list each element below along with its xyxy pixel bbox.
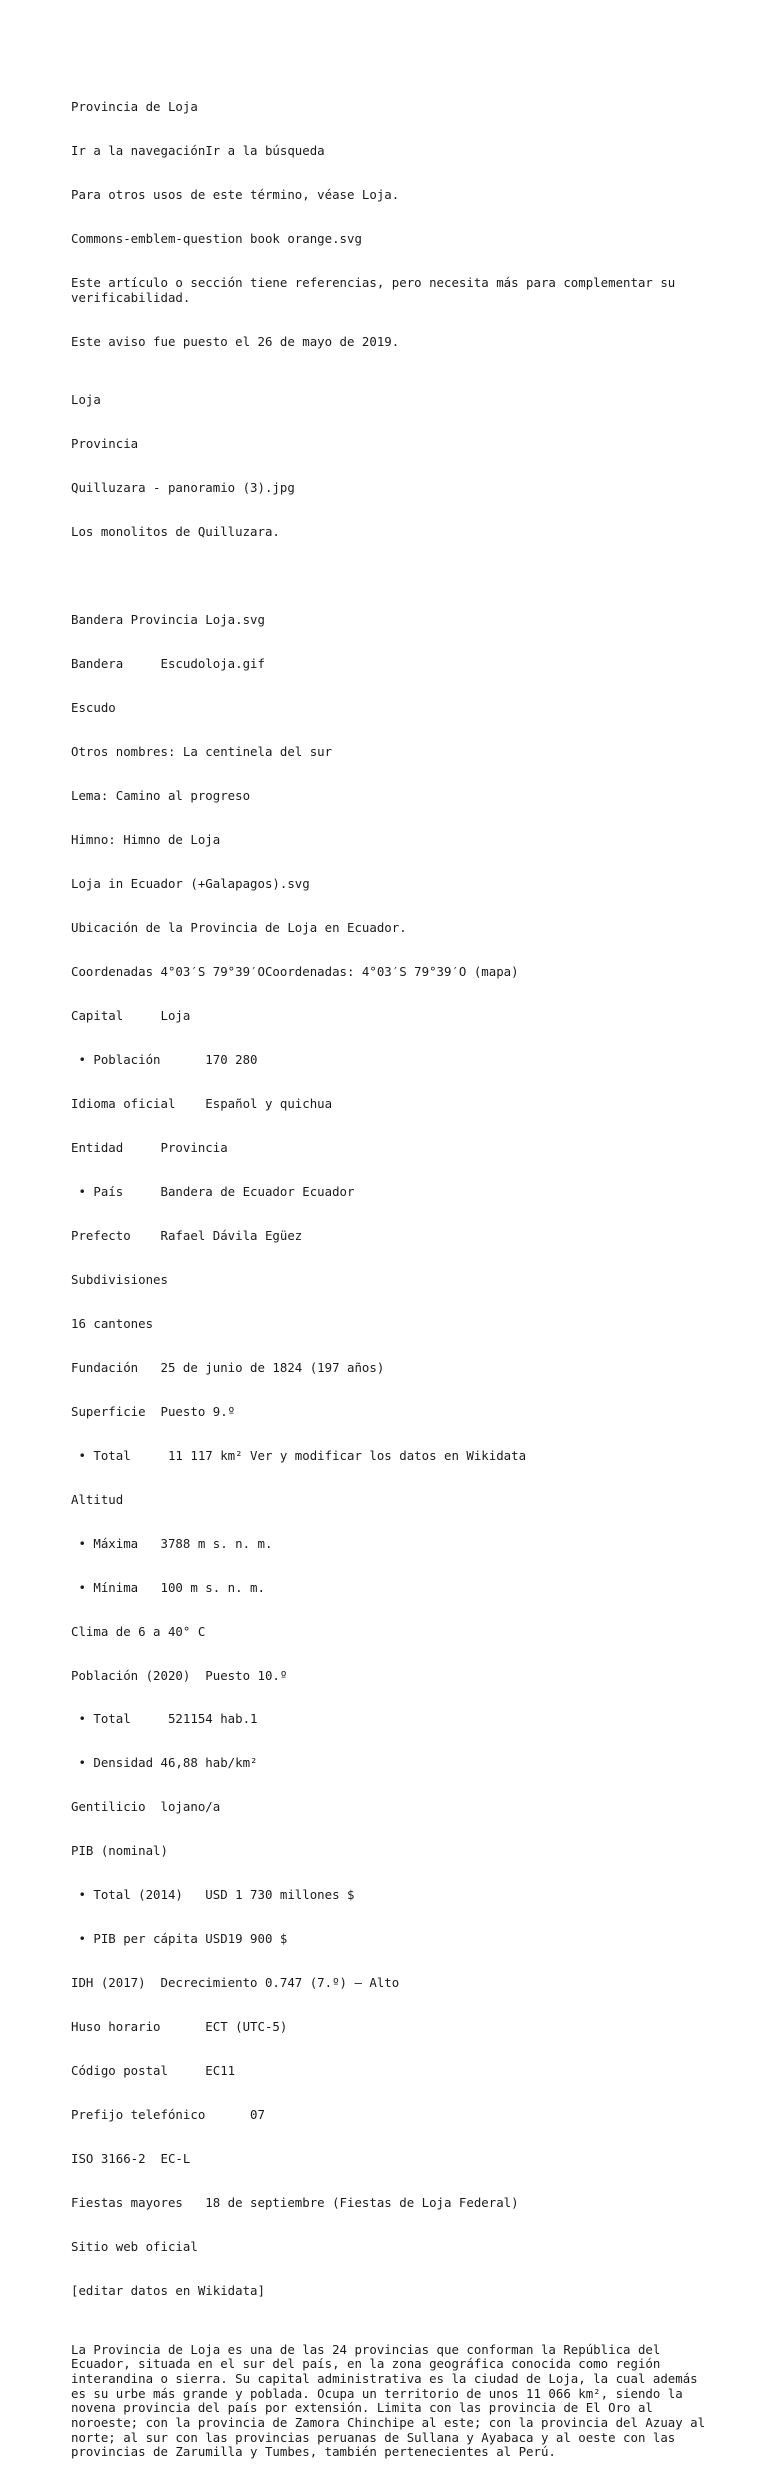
founding-row: Fundación 25 de junio de 1824 (197 años) [71, 1359, 385, 1375]
spacer [71, 569, 711, 584]
infobox-type: Provincia [71, 436, 139, 452]
area-rank-row: Superficie Puesto 9.º [71, 1403, 236, 1419]
area-total-row: • Total 11 117 km² Ver y modificar los datos en Wikidata [71, 1447, 527, 1463]
gdp-label: PIB (nominal) [71, 1843, 168, 1859]
population-density-row: • Densidad 46,88 hab/km² [71, 1755, 258, 1771]
skip-links[interactable]: Ir a la navegaciónIr a la búsqueda [71, 143, 325, 159]
intro-paragraph: La Provincia de Loja es una de las 24 provincias que conforman la República del Ecuador, situada en el sur del país, en la zona geográfica conocida como región interandina o sierra. Su capital administrativa es la ciudad de Loja, la cual además es su urbe más grande y poblada. Ocupa un territorio de unos 11 066 km², siendo la novena provincia del país por extensión. Limita con las provincia de El Oro al noroeste; con la provincia de Zamora Chinchipe al este; con la provincia del Azuay al norte; al sur con las provincias peruanas de Sullana y Ayabaca y al oeste con las provincias de Zarumilla y Tumbes, también pertenecientes al Perú. [71, 2341, 706, 2460]
climate-row: Clima de 6 a 40° C [71, 1623, 206, 1639]
entity-row: Entidad Provincia [71, 1139, 228, 1155]
population-rank-row: Población (2020) Puesto 10.º [71, 1667, 288, 1683]
altitude-label: Altitud [71, 1491, 124, 1507]
article-document [71, 71, 711, 2475]
anthem[interactable]: Himno: Himno de Loja [71, 832, 221, 848]
altitude-max-row: • Máxima 3788 m s. n. m. [71, 1535, 273, 1551]
shield-label: Escudo [71, 700, 116, 716]
altitude-min-row: • Mínima 100 m s. n. m. [71, 1579, 265, 1595]
infobox-image-caption: Los monolitos de Quilluzara. [71, 524, 280, 540]
postal-code-row: Código postal EC11 [71, 2063, 236, 2079]
other-names: Otros nombres: La centinela del sur [71, 744, 333, 760]
infobox-name: Loja [71, 392, 101, 408]
references-notice: Este artículo o sección tiene referencias, pero necesita más para complementar su verificabilidad. [71, 275, 683, 305]
capital-population-row: • Población 170 280 [71, 1051, 258, 1067]
gdp-total-row: • Total (2014) USD 1 730 millones $ [71, 1887, 355, 1903]
page-title: Provincia de Loja [71, 99, 198, 115]
phone-prefix-row: Prefijo telefónico 07 [71, 2107, 265, 2123]
location-map-caption: Ubicación de la Provincia de Loja en Ecuador. [71, 920, 407, 936]
hdi-row: IDH (2017) Decrecimiento 0.747 (7.º) – Alto [71, 1975, 400, 1991]
question-book-icon: Commons-emblem-question book orange.svg [71, 231, 362, 247]
population-total-row: • Total 521154 hab.1 [71, 1711, 258, 1727]
edit-wikidata-link[interactable]: [editar datos en Wikidata] [71, 2283, 265, 2299]
capital-row: Capital Loja [71, 1007, 191, 1023]
prefect-row: Prefecto Rafael Dávila Egüez [71, 1227, 303, 1243]
infobox-image[interactable]: Quilluzara - panoramio (3).jpg [71, 480, 295, 496]
gdp-per-capita-row: • PIB per cápita USD19 900 $ [71, 1931, 288, 1947]
flag-shield-row: Bandera Escudoloja.gif [71, 656, 265, 672]
coordinates[interactable]: Coordenadas 4°03′S 79°39′OCoordenadas: 4°03′S 79°39′O (mapa) [71, 964, 519, 980]
timezone-row: Huso horario ECT (UTC-5) [71, 2019, 288, 2035]
location-map[interactable]: Loja in Ecuador (+Galapagos).svg [71, 876, 310, 892]
subdivisions-label: Subdivisiones [71, 1271, 168, 1287]
official-website-link[interactable]: Sitio web oficial [71, 2239, 198, 2255]
flag-image[interactable]: Bandera Provincia Loja.svg [71, 612, 265, 628]
notice-date: Este aviso fue puesto el 26 de mayo de 2019. [71, 333, 400, 349]
iso-code-row: ISO 3166-2 EC-L [71, 2151, 191, 2167]
disambiguation-note: Para otros usos de este término, véase Loja. [71, 187, 400, 203]
subdivisions-value: 16 cantones [71, 1315, 154, 1331]
language-row: Idioma oficial Español y quichua [71, 1095, 333, 1111]
demonym-row: Gentilicio lojano/a [71, 1799, 221, 1815]
motto: Lema: Camino al progreso [71, 788, 251, 804]
country-row: • País Bandera de Ecuador Ecuador [71, 1183, 355, 1199]
festivals-row: Fiestas mayores 18 de septiembre (Fiestas de Loja Federal) [71, 2195, 519, 2211]
